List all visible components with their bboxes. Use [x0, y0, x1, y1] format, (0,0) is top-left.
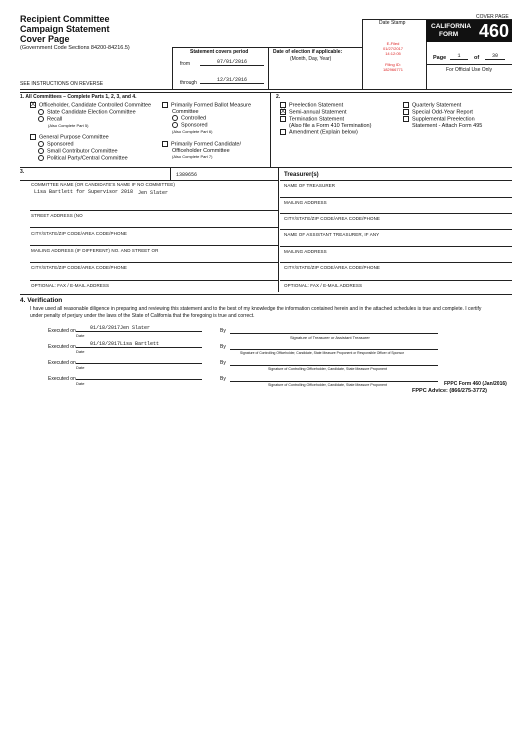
supplemental-label-1: Supplemental Preelection: [412, 116, 475, 123]
preelection-label: Preelection Statement: [289, 102, 344, 109]
election-label: Date of election if applicable:: [273, 49, 343, 55]
executed-date-field[interactable]: [76, 357, 202, 364]
recall-label: Recall: [47, 116, 63, 123]
stamp-date: 01/27/2017: [382, 46, 404, 51]
through-date-field[interactable]: 12/31/2016: [200, 77, 264, 84]
executed-on-label: Executed on: [48, 328, 76, 334]
bm-sponsored-radio[interactable]: [172, 122, 178, 128]
treasurer-city-label: CITY/STATE/ZIP CODE/AREA CODE/PHONE: [284, 216, 381, 221]
mailing-address-label: MAILING ADDRESS (IF DIFFERENT) NO. AND STREET OR: [31, 248, 159, 253]
general-purpose-label: General Purpose Committee: [39, 134, 109, 141]
part1-heading: 1. All Committees – Complete Parts 1, 2, 3, and 4.: [20, 94, 137, 100]
bm-sponsored-label: Sponsored: [181, 122, 208, 129]
recall-note: (Also Complete Part 5): [48, 122, 89, 128]
by-label: By: [220, 344, 226, 350]
semiannual-label: Semi-annual Statement: [289, 109, 347, 116]
date-stamp-label: Date Stamp: [379, 20, 406, 26]
executed-date-field[interactable]: [76, 325, 202, 332]
ballot-measure-label-2: Committee: [172, 108, 199, 115]
signature-caption: Signature of Controlling Officeholder, Candidate, State Measure Proponent or Responsible Officer of Sponsor: [240, 351, 405, 355]
of-label: of: [474, 55, 480, 61]
committee-id-number: 1389656: [176, 172, 198, 178]
form-title: [20, 14, 110, 44]
assistant-city-label: CITY/STATE/ZIP CODE/AREA CODE/PHONE: [284, 265, 381, 270]
primarily-candidate-checkbox[interactable]: [162, 141, 168, 147]
date-caption: Date: [76, 381, 85, 386]
executed-signer-value: Lisa Bartlett: [120, 341, 160, 347]
controlled-label: Controlled: [181, 115, 207, 122]
signature-line[interactable]: [230, 333, 438, 334]
by-label: By: [220, 376, 226, 382]
date-caption: Date: [76, 349, 85, 354]
gp-sponsored-label: Sponsored: [47, 141, 74, 148]
ballot-measure-label-1: Primarily Formed Ballot Measure: [171, 102, 252, 109]
general-purpose-checkbox[interactable]: [30, 134, 36, 140]
state-candidate-label: State Candidate Election Committee: [47, 109, 136, 116]
official-use-label: For Official Use Only: [446, 67, 493, 73]
signature-line[interactable]: [230, 365, 438, 366]
filing-id-label: Filing ID:: [385, 62, 401, 67]
quarterly-checkbox[interactable]: [403, 102, 409, 108]
treasurer-name-label: NAME OF TREASURER: [284, 183, 336, 188]
part2-number: 2.: [276, 94, 281, 100]
stamp-time: 14:12:05: [385, 51, 401, 56]
executed-on-label: Executed on: [48, 376, 76, 382]
primarily-candidate-label-2: Officeholder Committee: [172, 147, 230, 154]
form-label: FORM: [439, 31, 459, 38]
verification-text: [30, 306, 512, 319]
fppc-advice: FPPC Advice: (866/275-3772): [412, 388, 487, 394]
controlled-radio[interactable]: [172, 115, 178, 121]
ballot-measure-checkbox[interactable]: [162, 102, 168, 108]
form-460-badge: [426, 20, 512, 42]
by-label: By: [220, 360, 226, 366]
from-date-field[interactable]: 07/01/2016: [200, 59, 264, 66]
state-candidate-radio[interactable]: [38, 109, 44, 115]
treasurer-mailing-label: MAILING ADDRESS: [284, 200, 327, 205]
through-label: through: [180, 80, 197, 86]
assistant-mailing-label: MAILING ADDRESS: [284, 249, 327, 254]
election-hint: (Month, Day, Year): [290, 56, 332, 62]
city-state-zip-label: CITY/STATE/ZIP CODE/AREA CODE/PHONE: [31, 231, 128, 236]
amendment-checkbox[interactable]: [280, 129, 286, 135]
see-instructions: SEE INSTRUCTIONS ON REVERSE: [20, 81, 104, 87]
signature-line[interactable]: [230, 381, 438, 382]
amendment-label: Amendment (Explain below): [289, 129, 358, 136]
executed-date-value: 01/18/2017: [90, 341, 121, 347]
california-label: CALIFORNIA: [431, 23, 472, 30]
optional-fax-label: OPTIONAL: FAX / E-MAIL ADDRESS: [31, 283, 110, 288]
treasurer-heading: Treasurer(s): [284, 172, 319, 178]
special-odd-checkbox[interactable]: [403, 109, 409, 115]
special-odd-label: Special Odd-Year Report: [412, 109, 473, 116]
executed-date-field[interactable]: [76, 373, 202, 380]
period-label: Statement covers period: [190, 49, 249, 55]
page-total-field[interactable]: 30: [485, 53, 505, 60]
title-line-3: Cover Page: [20, 34, 70, 44]
mailing-city-label: CITY/STATE/ZIP CODE/AREA CODE/PHONE: [31, 265, 128, 270]
officeholder-checkbox[interactable]: X: [31, 102, 36, 108]
part3-number: 3.: [20, 169, 25, 175]
cover-page-tag: COVER PAGE: [476, 14, 509, 20]
page-label: Page: [433, 55, 447, 61]
semiannual-checkbox[interactable]: X: [281, 108, 286, 115]
preelection-checkbox[interactable]: [280, 102, 286, 108]
verification-text-2: under penalty of perjury under the laws of the State of California that the foregoing is true and correct.: [30, 312, 255, 319]
code-sections: (Government Code Sections 84200-84216.5): [20, 45, 130, 51]
executed-on-label: Executed on: [48, 344, 76, 350]
treasurer-name-field[interactable]: Jen Slater: [138, 190, 169, 196]
termination-checkbox[interactable]: [280, 116, 286, 122]
form-number: 460: [479, 21, 510, 41]
efile-stamp: [378, 41, 408, 72]
executed-date-value: 01/18/2017: [90, 325, 121, 331]
part2-column-1: [280, 102, 371, 136]
officeholder-label: Officeholder, Candidate Controlled Committee: [39, 102, 152, 109]
small-contributor-label: Small Contributor Committee: [47, 148, 118, 155]
assistant-treasurer-label: NAME OF ASSISTANT TREASURER, IF ANY: [284, 232, 380, 237]
signature-line[interactable]: [230, 349, 438, 350]
political-party-label: Political Party/Central Committee: [47, 155, 128, 162]
fppc-form-ref: FPPC Form 460 (Jan/2016): [444, 381, 507, 387]
committee-name-label: COMMITTEE NAME (OR CANDIDATE'S NAME IF NO COMMITTEE): [31, 182, 175, 187]
by-label: By: [220, 328, 226, 334]
part1-column-2: [162, 102, 251, 161]
quarterly-label: Quarterly Statement: [412, 102, 462, 109]
supplemental-checkbox[interactable]: [403, 116, 409, 122]
executed-signer-value: Jen Slater: [120, 325, 151, 331]
verification-heading: 4. Verification: [20, 297, 63, 304]
date-caption: Date: [76, 365, 85, 370]
part2-column-2: [403, 102, 482, 129]
page-number-field[interactable]: 1: [450, 53, 468, 60]
filing-id: 182966771: [382, 67, 404, 72]
part1-column-1: [30, 102, 151, 162]
executed-date-field[interactable]: [76, 341, 202, 348]
signature-caption: Signature of Treasurer or Assistant Treasurer: [290, 335, 370, 340]
committee-name-field[interactable]: Lisa Bartlett for Supervisor 2018: [34, 189, 134, 195]
part6-note: (Also Complete Part 6): [172, 129, 213, 135]
small-contributor-radio[interactable]: [38, 148, 44, 154]
title-line-1: Recipient Committee: [20, 14, 110, 24]
recall-radio[interactable]: [38, 116, 44, 122]
termination-label-2: (Also file a Form 410 Termination): [289, 122, 372, 129]
efiled-text: E-Filed: [386, 41, 400, 46]
political-party-radio[interactable]: [38, 155, 44, 161]
treasurer-optional-label: OPTIONAL: FAX / E-MAIL ADDRESS: [284, 283, 363, 288]
termination-label-1: Termination Statement: [289, 116, 345, 123]
supplemental-label-2: Statement - Attach Form 495: [412, 122, 483, 129]
part7-note: (Also Complete Part 7): [172, 154, 213, 160]
signature-caption: Signature of Controlling Officeholder, Candidate, State Measure Proponent: [268, 367, 388, 371]
executed-on-label: Executed on: [48, 360, 76, 366]
date-caption: Date: [76, 333, 85, 338]
from-label: from: [180, 61, 190, 67]
street-address-label: STREET ADDRESS (NO: [31, 213, 83, 218]
verification-text-1: I have used all reasonable diligence in preparing and reviewing this statement and to the best of my knowledge the information contained herein and in the attached schedules is true and complete. I certify: [30, 306, 482, 312]
title-line-2: Campaign Statement: [20, 24, 110, 34]
gp-sponsored-radio[interactable]: [38, 141, 44, 147]
primarily-candidate-label-1: Primarily Formed Candidate/: [171, 141, 241, 148]
signature-caption: Signature of Controlling Officeholder, Candidate, State Measure Proponent: [268, 383, 388, 387]
